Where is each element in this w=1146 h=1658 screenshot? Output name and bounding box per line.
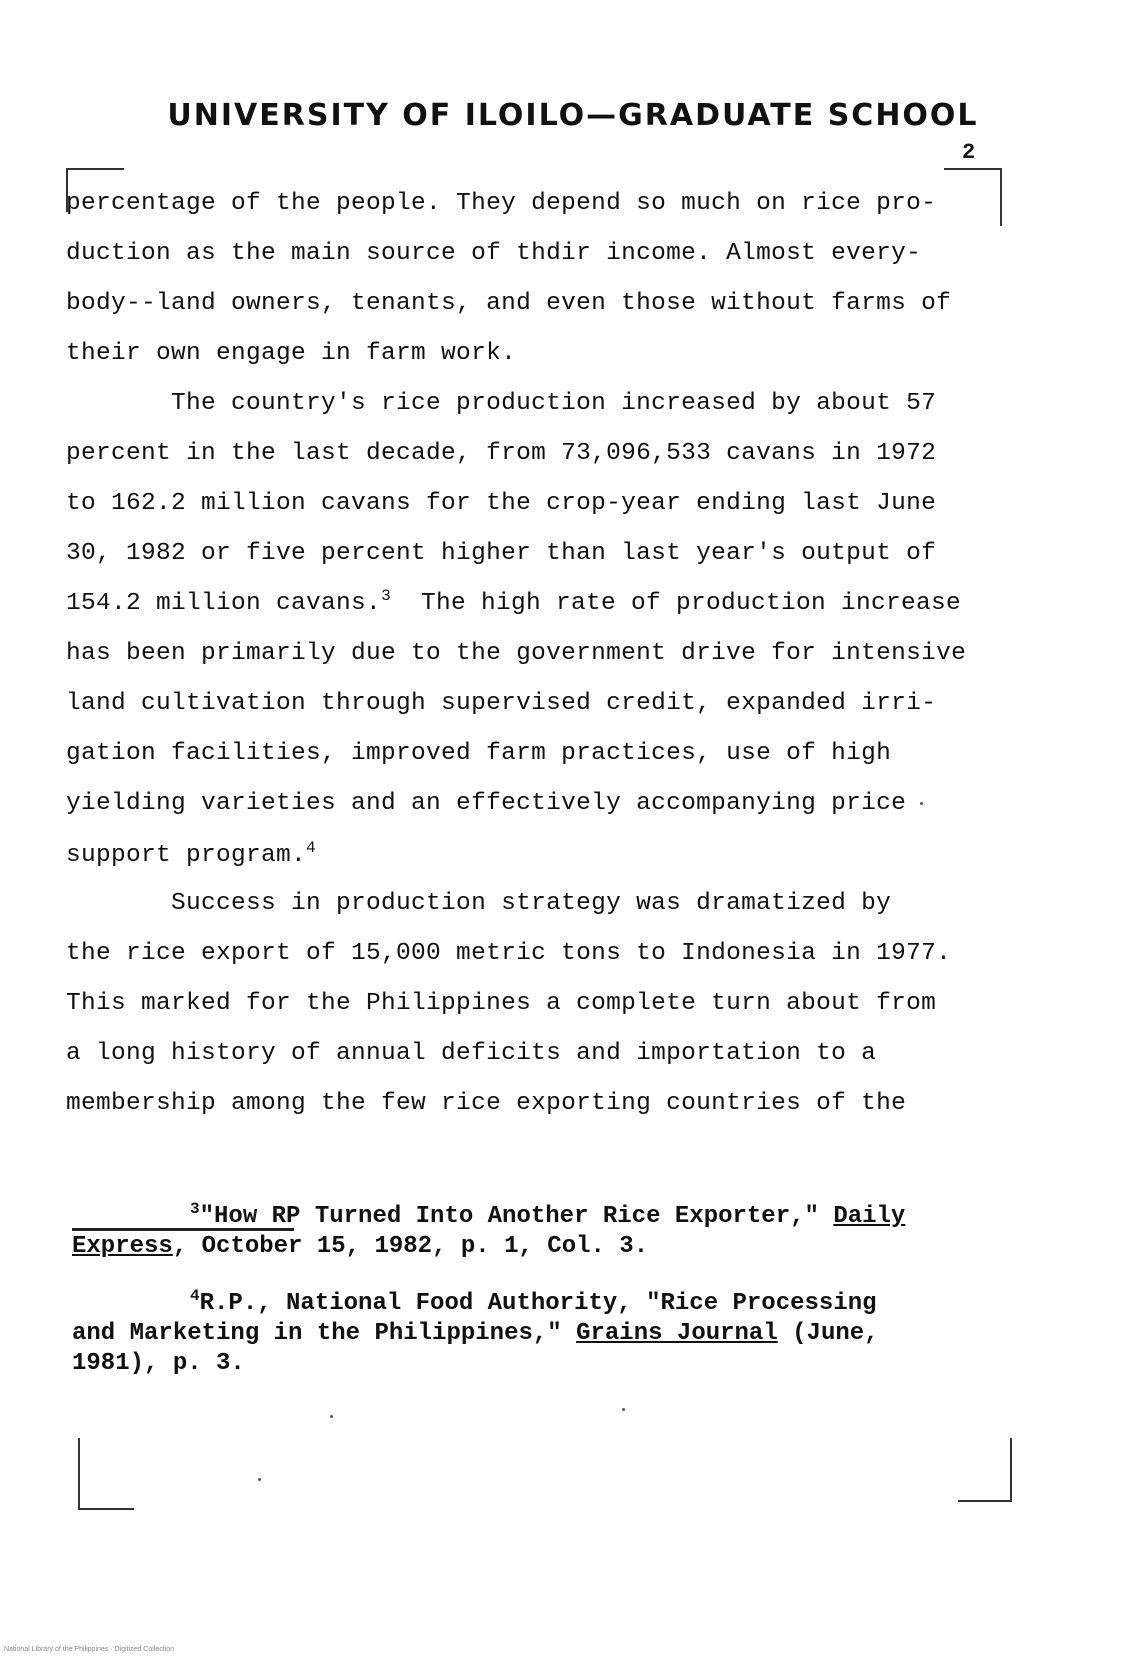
scan-speck xyxy=(258,1478,261,1481)
footnote-line xyxy=(72,1320,879,1347)
text-segment: 154.2 million cavans. xyxy=(66,590,382,617)
crop-mark-top-right xyxy=(944,168,1002,226)
footnote-ref-4: 4 xyxy=(306,838,316,857)
text-line: a long history of annual deficits and importation to a xyxy=(66,1040,877,1067)
journal-title: Express xyxy=(72,1233,173,1260)
text-line: body--land owners, tenants, and even those without farms of xyxy=(66,290,952,317)
text-line: The country's rice production increased by about 57 xyxy=(66,390,937,417)
text-line: Success in production strategy was dramatized by xyxy=(66,890,892,917)
scan-speck xyxy=(920,802,923,805)
journal-title: Grains Journal xyxy=(576,1320,778,1347)
text-line: percentage of the people. They depend so much on rice pro- xyxy=(66,190,937,217)
text-line: yielding varieties and an effectively accompanying price xyxy=(66,790,907,817)
text-line: the rice export of 15,000 metric tons to Indonesia in 1977. xyxy=(66,940,952,967)
footnote-text: , October 15, 1982, p. 1, Col. 3. xyxy=(172,1233,649,1260)
text-line: gation facilities, improved farm practices, use of high xyxy=(66,740,892,767)
page-number: 2 xyxy=(962,140,976,165)
footnote-line xyxy=(190,1200,906,1230)
text-line: land cultivation through supervised credit, expanded irri- xyxy=(66,690,937,717)
footnote-text: and Marketing in the Philippines," xyxy=(72,1320,577,1347)
footnote-text: R.P., National Food Authority, "Rice Processing xyxy=(199,1290,877,1317)
footnote-marker: 3 xyxy=(190,1200,200,1218)
text-line: 30, 1982 or five percent higher than last year's output of xyxy=(66,540,937,567)
text-line: This marked for the Philippines a complete turn about from xyxy=(66,990,937,1017)
text-line xyxy=(66,838,316,869)
crop-mark-bottom-right xyxy=(958,1438,1012,1502)
footnote-text: "How RP Turned Into Another Rice Exporter," xyxy=(199,1203,834,1230)
text-line: has been primarily due to the government drive for intensive xyxy=(66,640,967,667)
text-line: percent in the last decade, from 73,096,533 cavans in 1972 xyxy=(66,440,937,467)
scan-footer: National Library of the Philippines · Digitized Collection xyxy=(4,1646,175,1653)
scan-speck xyxy=(622,1408,625,1411)
journal-title: Daily xyxy=(833,1203,906,1230)
footnote-text: (June, xyxy=(777,1320,879,1347)
footnote-line: 1981), p. 3. xyxy=(72,1350,245,1377)
footnote-line xyxy=(190,1287,877,1317)
text-line: membership among the few rice exporting countries of the xyxy=(66,1090,907,1117)
footnote-marker: 4 xyxy=(190,1287,200,1305)
footnote-line xyxy=(72,1233,648,1260)
text-line xyxy=(66,586,962,617)
text-segment: The high rate of production increase xyxy=(390,590,962,617)
text-line: their own engage in farm work. xyxy=(66,340,517,367)
crop-mark-bottom-left xyxy=(78,1438,134,1510)
scan-speck xyxy=(330,1415,333,1418)
university-header: UNIVERSITY OF ILOILO—GRADUATE SCHOOL xyxy=(167,98,979,133)
text-line: duction as the main source of thdir income. Almost every- xyxy=(66,240,922,267)
footnote-ref-3: 3 xyxy=(381,586,391,605)
text-segment: support program. xyxy=(66,842,307,869)
text-line: to 162.2 million cavans for the crop-year ending last June xyxy=(66,490,937,517)
